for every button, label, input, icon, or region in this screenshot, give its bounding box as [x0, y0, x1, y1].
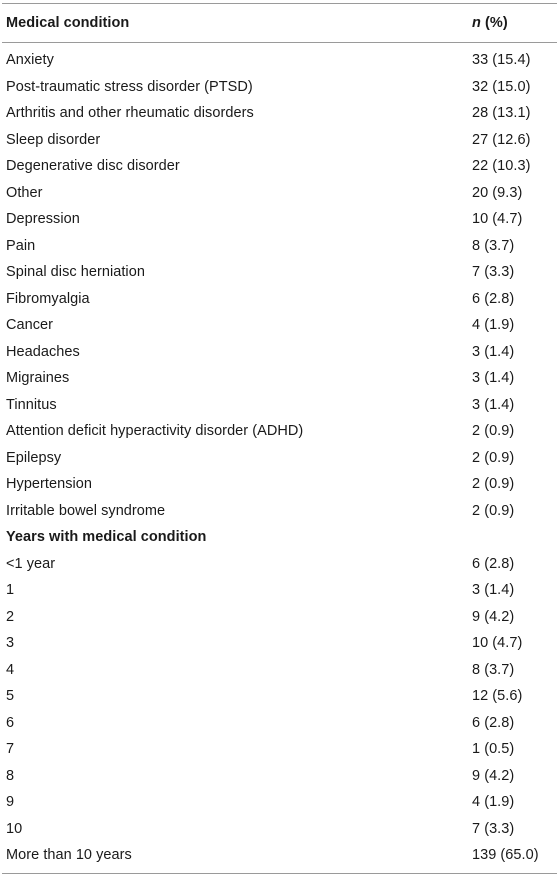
table-row: [2, 259, 557, 286]
row-label: Migraines: [6, 370, 70, 387]
table-row: [2, 365, 557, 392]
row-label: Headaches: [6, 343, 80, 360]
table-row: [2, 339, 557, 366]
row-value: 33 (15.4): [472, 52, 531, 69]
table-row: [2, 710, 557, 737]
header-medical-condition: Medical condition: [6, 15, 130, 31]
row-value: 6 (2.8): [472, 290, 515, 307]
row-value: 6 (2.8): [472, 714, 515, 731]
table-row: [2, 127, 557, 154]
header-percent: (%): [485, 15, 508, 31]
row-label: 1: [6, 582, 15, 599]
row-label: Fibromyalgia: [6, 290, 90, 307]
row-value: 1 (0.5): [472, 741, 515, 758]
table-row: [2, 47, 557, 74]
table-header-row: [2, 4, 557, 42]
row-value: 6 (2.8): [472, 555, 515, 572]
row-value: 32 (15.0): [472, 78, 531, 95]
row-value: 2 (0.9): [472, 423, 515, 440]
row-value: 9 (4.2): [472, 767, 515, 784]
row-label: Degenerative disc disorder: [6, 158, 180, 175]
row-label: 8: [6, 767, 15, 784]
table-row: [2, 657, 557, 684]
row-value: 10 (4.7): [472, 635, 523, 652]
row-label: Spinal disc herniation: [6, 264, 145, 281]
table-row: [2, 604, 557, 631]
table-row: [2, 74, 557, 101]
row-value: 4 (1.9): [472, 794, 515, 811]
header-n-percent: [472, 15, 557, 31]
row-value: 2 (0.9): [472, 449, 515, 466]
row-label: 10: [6, 820, 23, 837]
row-label: Depression: [6, 211, 80, 228]
table-row: [2, 180, 557, 207]
table-row: [2, 206, 557, 233]
row-label: 4: [6, 661, 15, 678]
row-value: 2 (0.9): [472, 476, 515, 493]
row-label: Sleep disorder: [6, 131, 101, 148]
row-label: Irritable bowel syndrome: [6, 502, 166, 519]
row-label: Arthritis and other rheumatic disorders: [6, 105, 254, 122]
row-label: Epilepsy: [6, 449, 62, 466]
row-value: 22 (10.3): [472, 158, 531, 175]
table-row: [2, 498, 557, 525]
table-row: [2, 471, 557, 498]
table-row: [2, 683, 557, 710]
row-label: Tinnitus: [6, 396, 57, 413]
row-value: 3 (1.4): [472, 343, 515, 360]
row-label: <1 year: [6, 555, 56, 572]
table-row: [2, 630, 557, 657]
row-label: Post-traumatic stress disorder (PTSD): [6, 78, 253, 95]
years-section-header: [2, 524, 557, 551]
bottom-rule: [2, 873, 557, 874]
row-label: Hypertension: [6, 476, 93, 493]
row-value: 2 (0.9): [472, 502, 515, 519]
row-label: Pain: [6, 237, 36, 254]
table-row: [2, 312, 557, 339]
row-label: 9: [6, 794, 15, 811]
table-row: [2, 736, 557, 763]
row-value: 3 (1.4): [472, 396, 515, 413]
table-row: [2, 763, 557, 790]
row-value: 8 (3.7): [472, 661, 515, 678]
data-table: [2, 3, 557, 874]
header-n: n: [472, 15, 481, 31]
row-value: 8 (3.7): [472, 237, 515, 254]
row-label: Anxiety: [6, 52, 54, 69]
table-row: [2, 100, 557, 127]
row-value: 7 (3.3): [472, 264, 515, 281]
row-value: 27 (12.6): [472, 131, 531, 148]
table-row: [2, 789, 557, 816]
table-row: [2, 577, 557, 604]
row-value: 12 (5.6): [472, 688, 523, 705]
table-row: [2, 418, 557, 445]
row-value: 9 (4.2): [472, 608, 515, 625]
row-label: More than 10 years: [6, 847, 132, 864]
row-label: 7: [6, 741, 15, 758]
row-value: 10 (4.7): [472, 211, 523, 228]
table-row: [2, 816, 557, 843]
row-label: Other: [6, 184, 43, 201]
row-label: 2: [6, 608, 15, 625]
table-row: [2, 551, 557, 578]
row-value: 139 (65.0): [472, 847, 539, 864]
row-label: Attention deficit hyperactivity disorder (ADHD): [6, 423, 304, 440]
table-row: [2, 392, 557, 419]
row-label: 3: [6, 635, 15, 652]
table-row: [2, 153, 557, 180]
table-row: [2, 233, 557, 260]
row-value: 28 (13.1): [472, 105, 531, 122]
years-section-title: Years with medical condition: [6, 529, 207, 546]
row-label: 6: [6, 714, 15, 731]
conditions-body: [2, 47, 557, 524]
row-value: 3 (1.4): [472, 370, 515, 387]
row-value: 7 (3.3): [472, 820, 515, 837]
row-value: 3 (1.4): [472, 582, 515, 599]
table-row: [2, 286, 557, 313]
row-label: 5: [6, 688, 15, 705]
years-body: [2, 551, 557, 869]
row-value: 20 (9.3): [472, 184, 523, 201]
table-row: [2, 445, 557, 472]
table-row: [2, 842, 557, 869]
row-value: 4 (1.9): [472, 317, 515, 334]
row-label: Cancer: [6, 317, 54, 334]
